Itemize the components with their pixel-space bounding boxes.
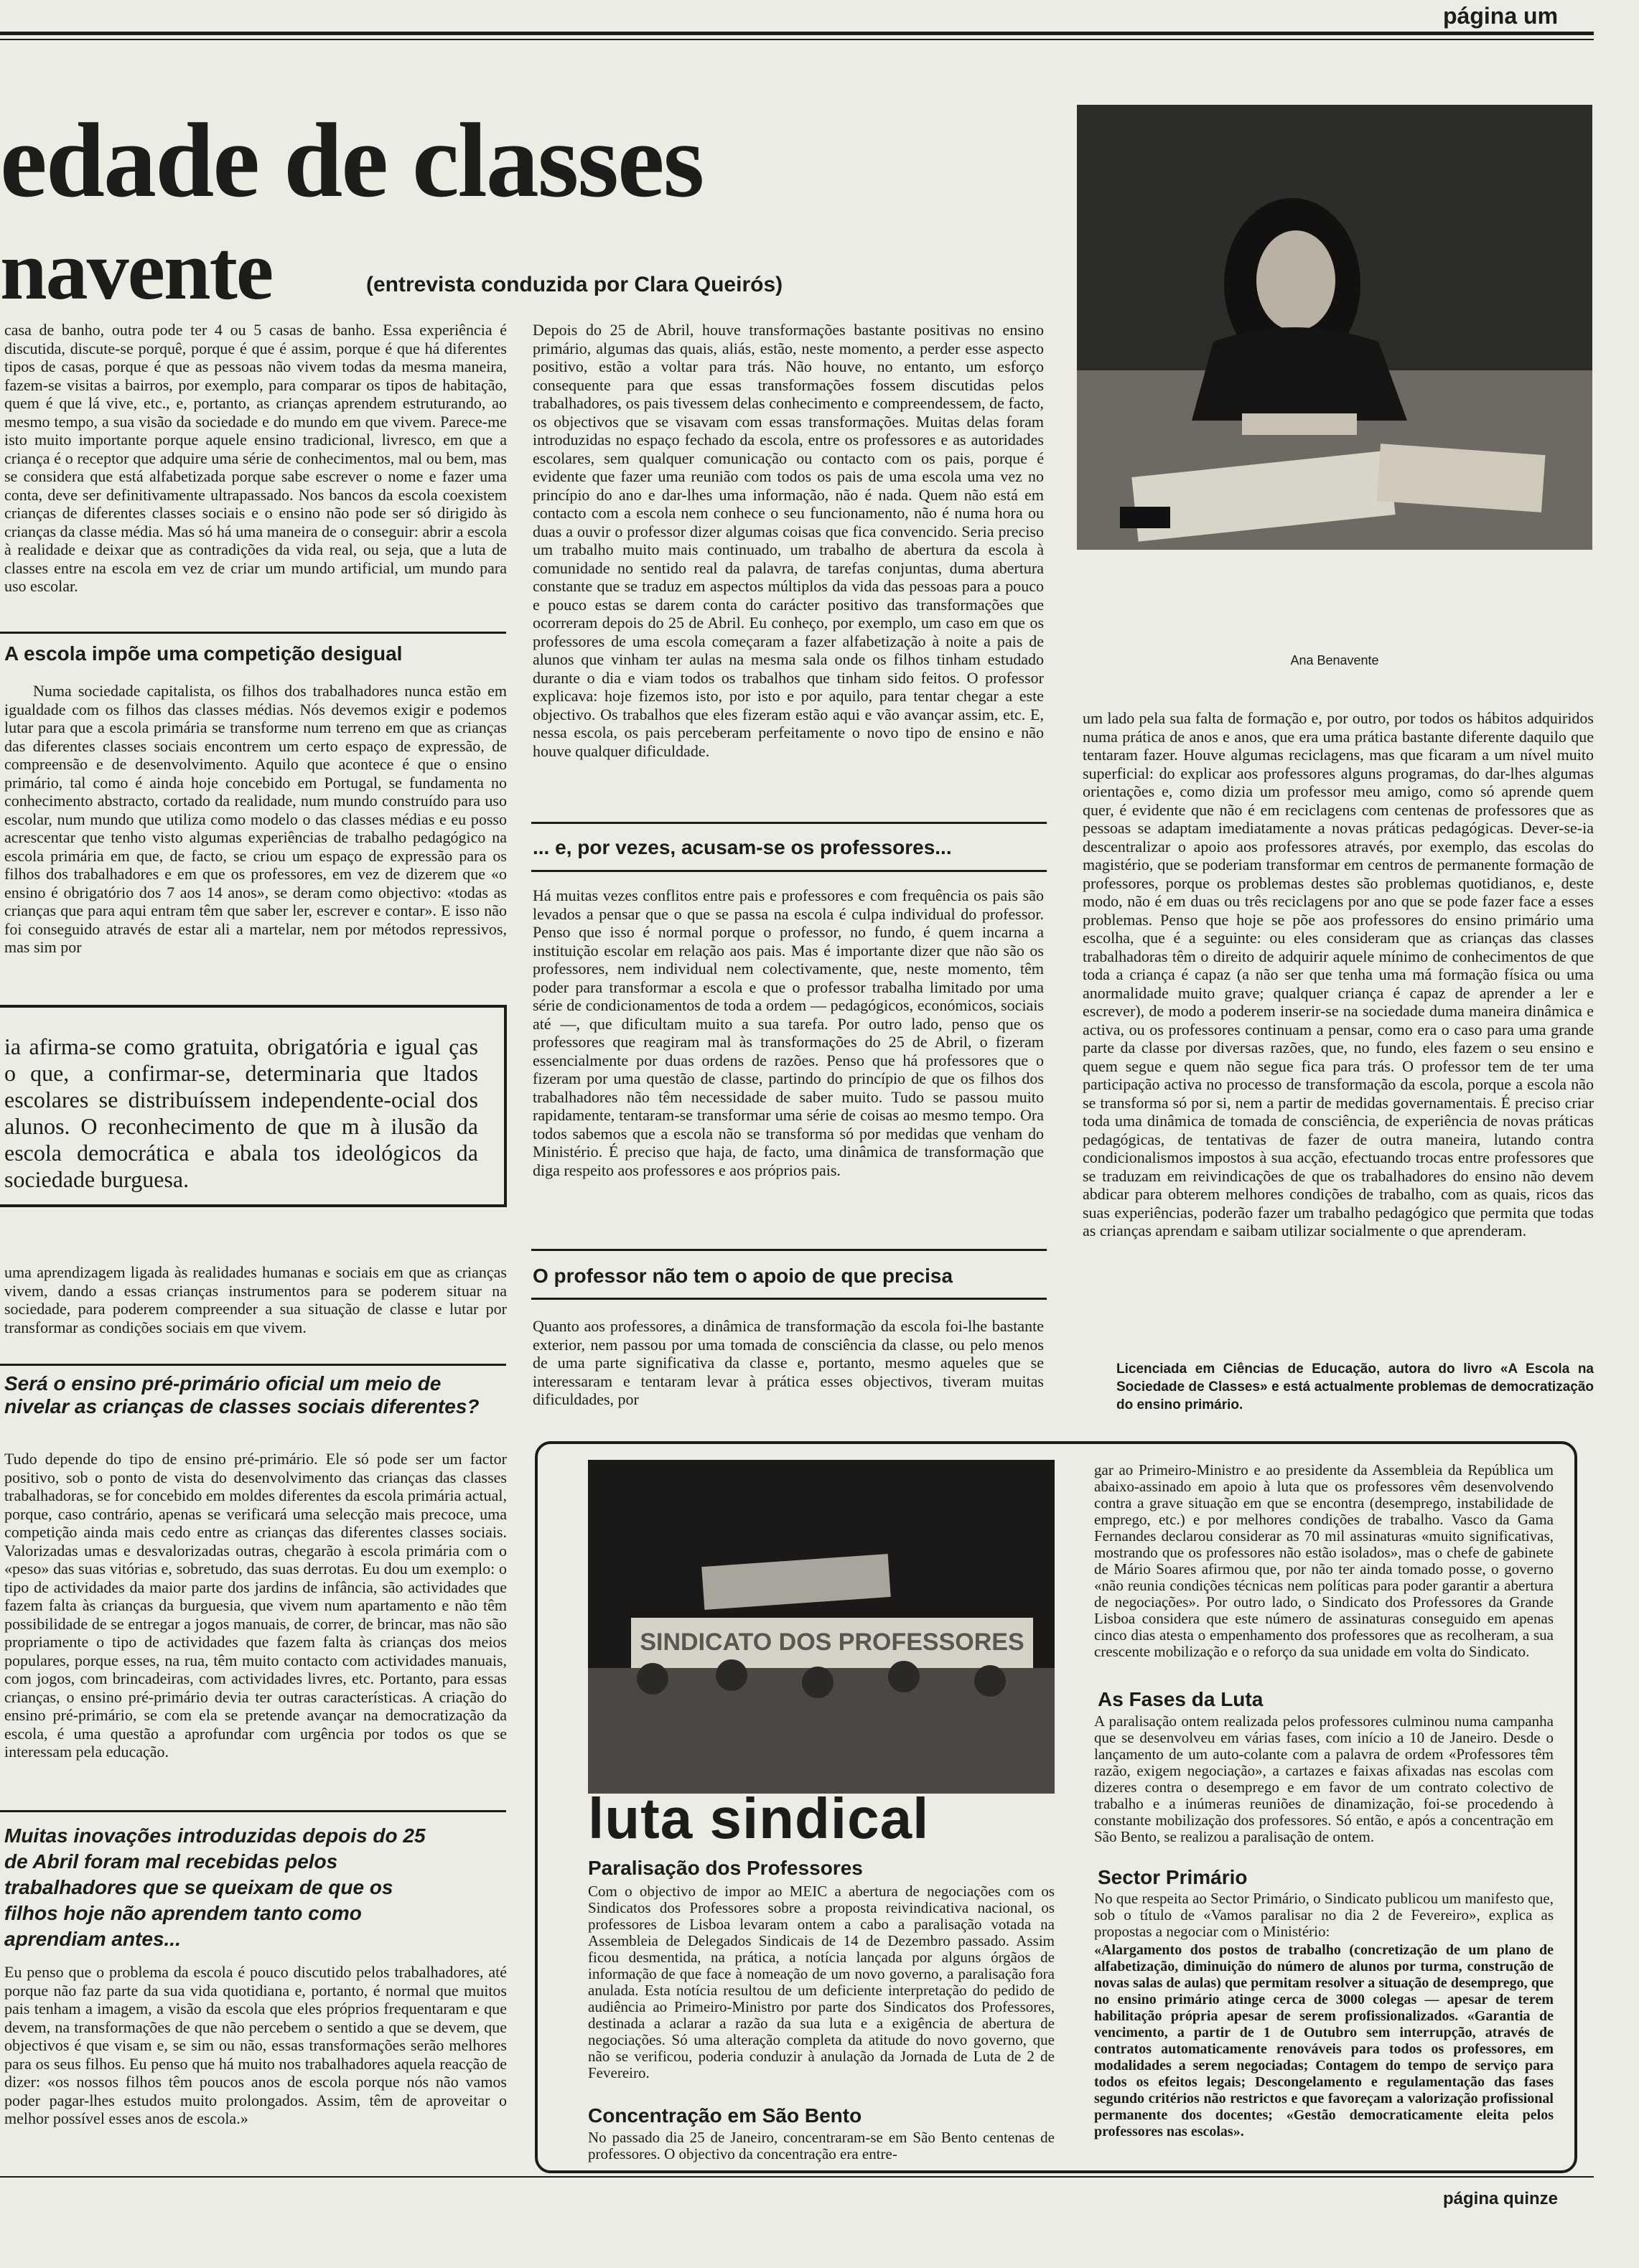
box-sub4-text: No que respeita ao Sector Primário, o Sindicato publicou um manifesto que, sob o título de «Vamos paralisar no dia 2 de Fevereiro», explica as propostas a negociar com o Ministério: xyxy=(1094,1890,1554,1940)
col2-text: Depois do 25 de Abril, houve transformações bastante positivas no ensino primário, algumas das quais, aliás, estão, neste momento, a perder esse aspecto positivo, estão a voltar para trás. Não houve, no entanto, um esforço consequente para que essas transformações fossem discutidas pelos trabalhadores, os pais tivessem delas conhecimento e compreendessem, de facto, os objectivos que se visavam com essas transformações. Muitas delas foram introduzidas no espaço fechado da escola, entre os professores e as autoridades escolares, sem qualquer comunicação ou contacto com os pais, porque é evidente que fazer uma reunião com todos os pais de uma escola uma vez no princípio do ano e dar-lhes uma informação, não é nada. Quem não está em contacto com a escola nem conhece o seu funcionamento, não é numa hora ou duas a ouvir o professor dizer algumas coisas que fica convencido. Seria preciso um trabalho muito mais continuado, um trabalho de abertura da escola à comunidade no sentido real da palavra, de tarefas conjuntas, duma abertura constante que se traduz em aspectos múltiplos da vida das pessoas para a pouco e pouco estas se darem conta do carácter positivo das transformações que ocorreram depois do 25 de Abril. Eu conheço, por exemplo, um caso em que os professores de uma escola começaram a fazer alfabetização à noite a pais de alunos que vinham ter aulas na mesma sala onde os filhos tinham estudado durante o dia e viam todos os trabalhos que tinham sido feitos. O professor explicava: hoje fizemos isto, por isto e por aquilo, para tentar chegar a este objectivo. Os trabalhos que eles fizeram estão aqui e vão avançar assim, etc. E, nessa escola, os pais perceberam perfeitamente o novo tipo de ensino e não houve qualquer dificuldade. xyxy=(533,321,1044,760)
pullquote-box xyxy=(0,1005,507,1207)
byline: (entrevista conduzida por Clara Queirós) xyxy=(366,273,783,296)
section5-text: Quanto aos professores, a dinâmica de transformação da escola foi-lhe bastante exterior, nem passou por uma tomada de consciência da classe, ou pelo menos de uma parte significativa da classe e, portanto, mesmo aqueles que se interessaram e tentaram levar à prática esses objectivos, tiveram muitas dificuldades, por xyxy=(533,1317,1044,1408)
box-sub4: Sector Primário xyxy=(1098,1866,1248,1888)
section4-text: Há muitas vezes conflitos entre pais e professores e com frequência os pais são levados a pensar que o que se passa na escola é culpa individual do professor. Penso que isso é normal porque o professor, no fundo, é quem incarna a instituição escolar em relação aos pais. Mas é importante dizer que não são os professores, nem individual nem colectivamente, que, neste momento, têm poder para transformar a escola e que o professor trabalha limitado por uma série de condicionamentos de toda a ordem — pedagógicos, económicos, sociais até —, que dificultam muito a sua tarefa. Por outro lado, penso que os professores que reagiram mal às transformações do 25 de Abril, o fizeram essencialmente por duas ordens de razões. Penso que há professores que o fizeram por uma questão de classe, partindo do princípio de que os filhos dos trabalhadores não têm necessidade de saber muito. Tudo se passou muito rapidamente, tentaram-se transformar uma série de coisas ao mesmo tempo. Ora todos sabemos que a escola não se transforma só por medidas que venham do Ministério. É preciso que haja, de facto, uma dinâmica de transformação que diga respeito aos professores e aos próprios pais. xyxy=(533,886,1044,1179)
page-label-top: página um xyxy=(1443,3,1559,29)
section5-rule-bottom xyxy=(531,1298,1047,1300)
box-sub4-points: «Alargamento dos postos de trabalho (concretização de um plano de alfabetização, diminuição do número de alunos por turma, construção de novas salas de aulas) que permitam resolver a situação de desemprego, que no ensino primário atinge cerca de 3000 colegas — apesar de terem habilitação própria apesar de serem profissionalizados. «Garantia de vencimento, a partir de 1 de Outubro sem interrupção, através de contratos automaticamente renováveis para todos os professores, em modalidades a serem negociadas; Contagem do tempo de serviço para todos os efeitos legais; Descongelamento e regulamentação das fases segundo critérios não restrictos e que favoreçam a valorização profissional permanente dos docentes; «Gestão democraticamente eleita pelos professores nas escolas». xyxy=(1094,1942,1554,2140)
section4-title: ... e, por vezes, acusam-se os professores... xyxy=(533,836,952,858)
section1-text: Numa sociedade capitalista, os filhos dos trabalhadores nunca estão em igualdade com os filhos das classes médias. Nós devemos exigir e podemos lutar para que a escola primária se transforme num terreno em que as crianças das diferentes classes sociais encontrem um certo espaço de expressão, de compreensão e de desenvolvimento. Aquilo que acontece é que o ensino primário, tal como é ainda hoje concebido em Portugal, se fundamenta no conhecimento abstracto, cortado da realidade, num mundo construído para uso escolar, num mundo que utiliza como modelo o das classes médias e eu posso acrescentar que tenho visto algumas experiências de trabalho pedagógico na escola primária em que, de facto, se criou um espaço de expressão para os filhos dos trabalhadores e em que os professores, em vez de dizerem que «o ensino é obrigatório dos 7 aos 14 anos», se deram como objectivo: «todas as crianças que para aqui entram têm que saber ler, escrever e contar». E isso não foi conseguido através de estar ali a martelar, nem por métodos repressivos, mas sim por xyxy=(4,682,507,956)
section4-rule xyxy=(531,822,1047,824)
portrait-photo xyxy=(1077,105,1592,550)
col1-intro: casa de banho, outra pode ter 4 ou 5 casas de banho. Essa experiência é discutida, discute-se porquê, porque é que é assim, porque é que há diferentes tipos de casas, porque é que as pessoas não vivem todas da mesma maneira, fazem-se visitas a bairros, por exemplo, para comparar os tipos de habitação, quem é que lá vive, etc., e, portanto, as crianças aprendem estruturando, ao mesmo tempo, a sua visão da sociedade e do mundo em que vivem. Parece-me isto muito importante porque aquele ensino tradicional, livresco, em que a criança é o receptor que adquire uma série de conhecimentos, mal ou bem, mas se considera que está alfabetizada porque sabe escrever o nome e fazer uma conta, deve ser definitivamente ultrapassado. Nos bancos da escola coexistem crianças de diferentes classes sociais e o ensino não pode ser só dirigido às crianças da classe média. Mas só há uma maneira de o conseguir: abrir a escola à realidade e deixar que as contradições da vida real, ou seja, que a luta de classes entre na escola em vez de criar um mundo artificial, um mundo para uso escolar. xyxy=(4,321,507,595)
demonstration-photo xyxy=(588,1460,1055,1794)
box-sub2-text: No passado dia 25 de Janeiro, concentraram-se em São Bento centenas de professores. O objectivo da concentração era entre- xyxy=(588,2129,1055,2162)
box-sub2: Concentração em São Bento xyxy=(588,2104,862,2127)
author-bio: Licenciada em Ciências de Educação, autora do livro «A Escola na Sociedade de Classes» e está actualmente problemas de democratização do ensino primário. xyxy=(1116,1362,1594,1412)
col3-text: um lado pela sua falta de formação e, por outro, por todos os hábitos adquiridos numa prática de anos e anos, que era uma prática bastante diferente daquilo que tentaram fazer. Houve algumas reciclagens, mas que ficaram a um nível muito superficial: do explicar aos professores alguns programas, do dar-lhes algumas orientações e, como dizia um professor meu amigo, como só aprende quem quer, é evidente que não é em reciclagens com centenas de professores que as pessoas se adaptam imediatamente a novas práticas pedagógicas. Dever-se-ia descentralizar o apoio aos professores através, por exemplo, das escolas do magistério, que se poderiam transformar em centros de permanente formação de professores, porque os problemas destes são problemas quotidianos, e, deste modo, não é em duas ou três reciclagens por ano que se pode fazer face a esses problemas. Penso que hoje se põe aos professores do ensino primário uma escolha, que é a seguinte: ou eles consideram que as crianças das classes trabalhadoras têm o direito de adquirir aquele mínimo de conhecimentos de que toda a criança é capaz (a não ser que tenha uma má formação física ou uma anormalidade muito grave; qualquer criança é capaz de aprender a ler e escrever), de modo a poderem inserir-se na sociedade duma maneira dinâmica e activa, ou os professores continuam a pensar, como era o caso para uma grande parte da classe por diversas razões, que, no fundo, eles fazem o seu ensino e quem segue e quem não segue fica para trás. O professor tem de ter uma participação activa no processo de transformação da escola, porque a escola não se transforma só por si, nem a partir de medidas governamentais. É preciso criar toda uma dinâmica de tomada de consciência, de experiência de novas práticas pedagógicas, de tentativas de fazer de outra maneira, lutando contra condicionalismos impostos à sua acção, efectuando trocas entre professores que se traduzam em reivindicações de que os trabalhadores do ensino não devem abdicar para obterem melhores condições de trabalho, com as quais, ricos das suas experiências, poderão fazer um trabalho pedagógico que permita que todas as crianças aprendam e saibam utilizar socialmente o que aprenderam. xyxy=(1083,709,1594,1240)
section5-title: O professor não tem o apoio de que precisa xyxy=(533,1265,953,1287)
bottom-rule xyxy=(0,2176,1594,2178)
banner-text: SINDICATO DOS PROFESSORES xyxy=(640,1629,1024,1656)
section2-rule xyxy=(0,1364,506,1366)
luta-sindical-box xyxy=(535,1441,1577,2173)
section3-title: Muitas inovações introduzidas depois do 25 de Abril foram mal recebidas pelos trabalhadores que se queixam de que os filhos hoje não aprendem tanto como aprendiam antes... xyxy=(4,1824,426,1950)
top-rule xyxy=(0,32,1594,35)
headline-line1: edade de classes xyxy=(0,102,704,220)
portrait-photo-drawing xyxy=(1077,105,1592,550)
demonstration-photo-drawing xyxy=(588,1460,1055,1794)
section4-rule-bottom xyxy=(531,870,1047,872)
box-sub3-text: A paralisação ontem realizada pelos professores culminou numa campanha que se desenvolveu em várias fases, com início a 10 de Janeiro. Desde o lançamento de um auto-colante com a palavra de ordem «Professores têm razão, exigem negociação», a cartazes e faixas afixadas nas escolas com dizeres contra o desemprego e em favor de um contrato colectivo de trabalho e a inúmeras reuniões de dinamização, foi-se procedendo à constante mobilização dos professores. Só então, e após a concentração em São Bento, se realizou a paralisação de ontem. xyxy=(1094,1713,1554,1845)
section1-title: A escola impõe uma competição desigual xyxy=(4,642,403,665)
section2-title: Será o ensino pré-primário oficial um meio de nivelar as crianças de classes sociais diferentes? xyxy=(4,1372,480,1418)
box-sub1-text: Com o objectivo de impor ao MEIC a abertura de negociações com os Sindicatos dos Professores sobre a proposta reivindicativa nacional, os professores de Lisboa levaram ontem a cabo a paralisação votada na Assembleia de Delegados Sindicais de 14 de Dezembro passado. Assim ficou desmentida, na prática, a notícia lançada por alguns órgãos de informação de que face à nomeação de um novo governo, a paralisação fora anulada. Esta notícia resultou de um deficiente interpretação do pedido de audiência ao Primeiro-Ministro por parte dos Sindicatos dos Professores, destinada a aclarar a razão da sua luta e a exigência de abertura de negociações. Só uma alteração completa da atitude do novo governo, que não se verificou, poderia conduzir à anulação da Jornada de Luta de 2 de Fevereiro. xyxy=(588,1883,1055,2081)
section3-rule xyxy=(0,1810,506,1812)
section1-rule xyxy=(0,632,506,634)
box-sub3: As Fases da Luta xyxy=(1098,1688,1264,1710)
col1-after-quote: uma aprendizagem ligada às realidades humanas e sociais em que as crianças vivem, dando a essas crianças instrumentos para se poderem situar na sociedade, para poderem compreender a sua situação de classe e lutar por transformar as condições sociais em que vivem. xyxy=(4,1263,507,1336)
pullquote-text: ia afirma-se como gratuita, obrigatória e igual ças o que, a confirmar-se, determinaria que ltados escolares se distribuíssem independente-ocial dos alunos. O reconhecimento de que m à ilusão da escola democrática e abala tos ideológicos da sociedade burguesa. xyxy=(4,1034,478,1192)
box-col2-text: gar ao Primeiro-Ministro e ao presidente da Assembleia da República um abaixo-assinado em apoio à luta que os professores vêm desenvolvendo contra a grave situação em que se encontra (desemprego, instabilidade de emprego, etc.) e por melhores condições de trabalho. Vasco da Gama Fernandes declarou considerar as 70 mil assinaturas «muito significativas, mostrando que os professores não estão isolados», mas o chefe de gabinete de Mário Soares afirmou que, por não ter ainda tomado posse, o governo «não reunia condições técnicas nem políticas para poder garantir a abertura de negociações». Por outro lado, o Sindicato dos Professores da Grande Lisboa considera que este número de assinaturas conseguido em apenas cinco dias atesta o empenhamento dos professores que as recolheram, a sua crescente mobilização e o reforço da sua unidade em volta do Sindicato. xyxy=(1094,1462,1554,1660)
section5-rule xyxy=(531,1249,1047,1251)
top-rule-thin xyxy=(0,39,1594,40)
section2-text: Tudo depende do tipo de ensino pré-primário. Ele só pode ser um factor positivo, sob o ponto de vista do desenvolvimento das crianças das classes trabalhadoras, se for concebido em moldes diferentes da escola primária actual, porque, caso contrário, apenas se verificará uma selecção mais precoce, uma competição ainda mais cedo entre as crianças das diferentes classes sociais. Valorizadas umas e desvalorizadas outras, chegarão à escola primária com o «peso» das suas vitórias e, sobretudo, das suas derrotas. Eu dou um exemplo: o tipo de actividades da maior parte dos jardins de infância, são actividades que fazem falta às crianças da burguesia, que vivem num apartamento e não têm possibilidade de se entregar a jogos manuais, de correr, de brincar, mas não são propriamente o tipo de actividades que fazem falta às crianças dos meios populares, porque esses, na rua, têm muito contacto com actividades manuais, com jogos, com brincadeiras, com actividades livres, etc. Portanto, para essas crianças, o ensino pré-primário devia ter outras características. A criação do ensino pré-primário, se com ela se pretende avançar na democratização da escola, é uma questão a aprofundar com urgência por todos os que se interessam pela educação. xyxy=(4,1450,507,1761)
page-label-bottom: página quinze xyxy=(1443,2189,1559,2208)
box-sub1: Paralisação dos Professores xyxy=(588,1857,863,1879)
luta-sindical-title: luta sindical xyxy=(588,1786,930,1850)
photo-caption: Ana Benavente xyxy=(1290,653,1379,667)
section3-text: Eu penso que o problema da escola é pouco discutido pelos trabalhadores, até porque não faz parte da sua vida quotidiana e, portanto, é normal que muitos pais tenham a imagem, a visão da escola que eles próprios frequentaram e que devem, na transformações de que não percebem o sentido a que se devem, que objectivos é que visam e, se sim ou não, essas transformações serão melhores para os seus filhos. Eu penso que há muito nos trabalhadores aquela reacção de dizer: «os nossos filhos têm poucos anos de escola porque nós não vamos poder pagar-lhes estudos muito prolongados. Assim, têm de aproveitar o melhor possível esses anos de escola.» xyxy=(4,1963,507,2127)
headline-line2: navente xyxy=(0,223,273,317)
